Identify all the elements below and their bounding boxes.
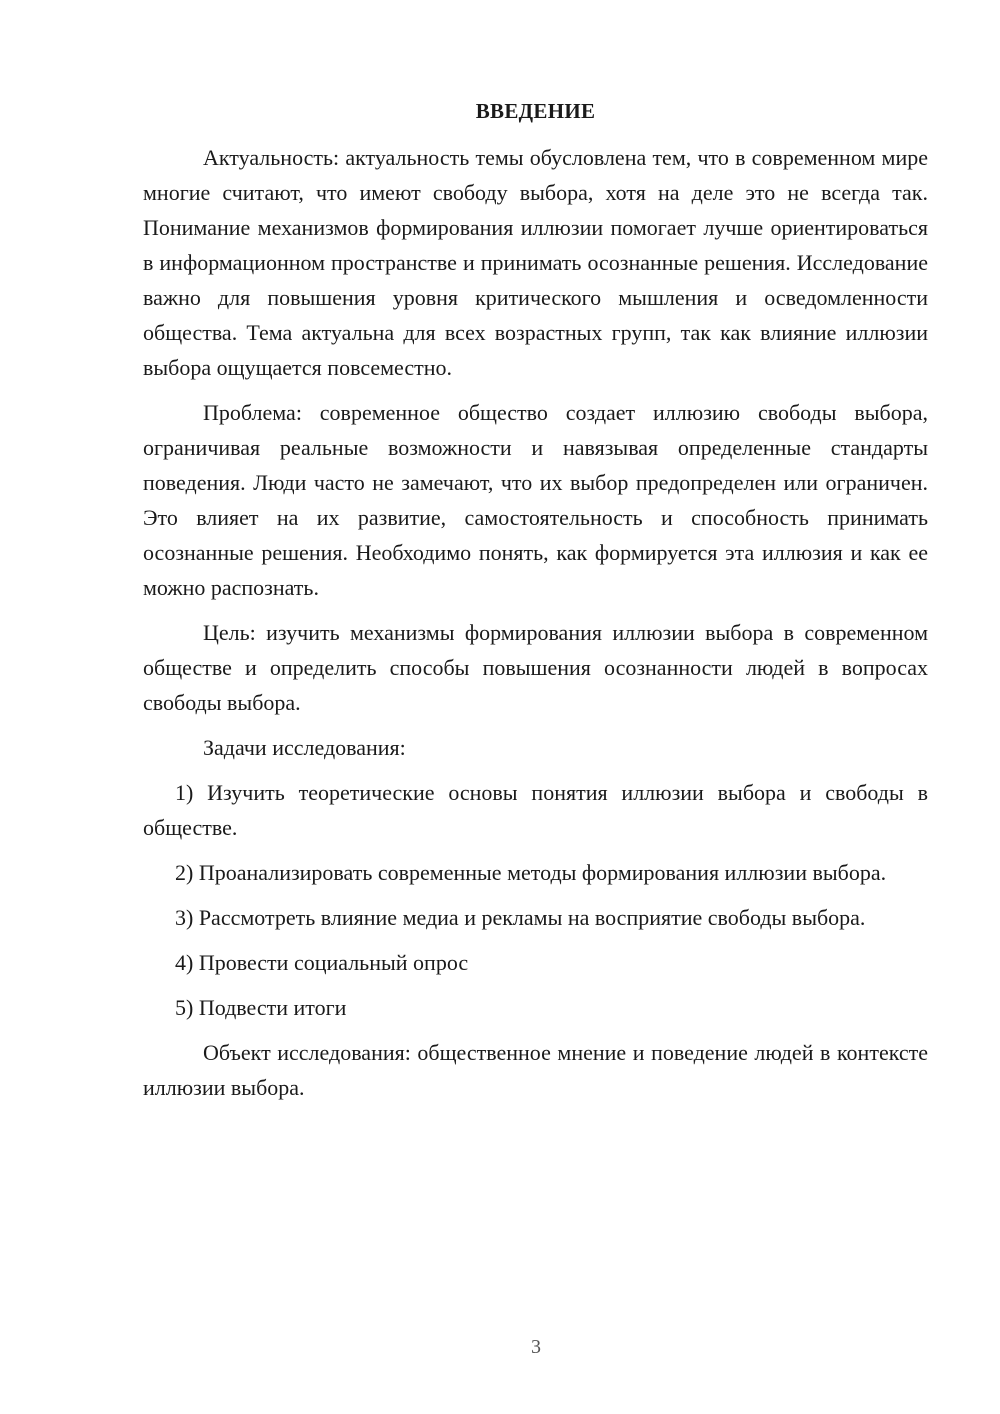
document-body [143,96,928,1115]
object-paragraph: Объект исследования: общественное мнение и поведение людей в контексте иллюзии выбора. [143,1040,928,1100]
page-number: 3 [531,1336,541,1358]
problem-paragraph: Проблема: современное общество создает иллюзию свободы выбора, ограничивая реальные возможности и навязывая определенные стандарты поведения. Люди часто не замечают, что их выбор предопределен или ограничен. Это влияет на их развитие, самостоятельность и способность принимать осознанные решения. Необходимо понять, как формируется эта иллюзия и как ее можно распознать. [143,400,928,600]
task-item: 1) Изучить теоретические основы понятия иллюзии выбора и свободы в обществе. [143,780,928,840]
relevance-paragraph: Актуальность: актуальность темы обусловлена тем, что в современном мире многие считают, что имеют свободу выбора, хотя на деле это не всегда так. Понимание механизмов формирования иллюзии помогает лучше ориентироваться в информационном пространстве и принимать осознанные решения. Исследование важно для повышения уровня критического мышления и осведомленности общества. Тема актуальна для всех возрастных групп, так как влияние иллюзии выбора ощущается повсеместно. [143,145,928,380]
task-item: 3) Рассмотреть влияние медиа и рекламы на восприятие свободы выбора. [175,905,866,930]
tasks-heading: Задачи исследования: [203,735,406,760]
task-item: 5) Подвести итоги [175,995,347,1020]
goal-paragraph: Цель: изучить механизмы формирования иллюзии выбора в современном обществе и определить способы повышения осознанности людей в вопросах свободы выбора. [143,620,928,715]
page-title: ВВЕДЕНИЕ [475,99,596,123]
task-item: 4) Провести социальный опрос [175,950,469,975]
task-item: 2) Проанализировать современные методы формирования иллюзии выбора. [175,860,887,885]
